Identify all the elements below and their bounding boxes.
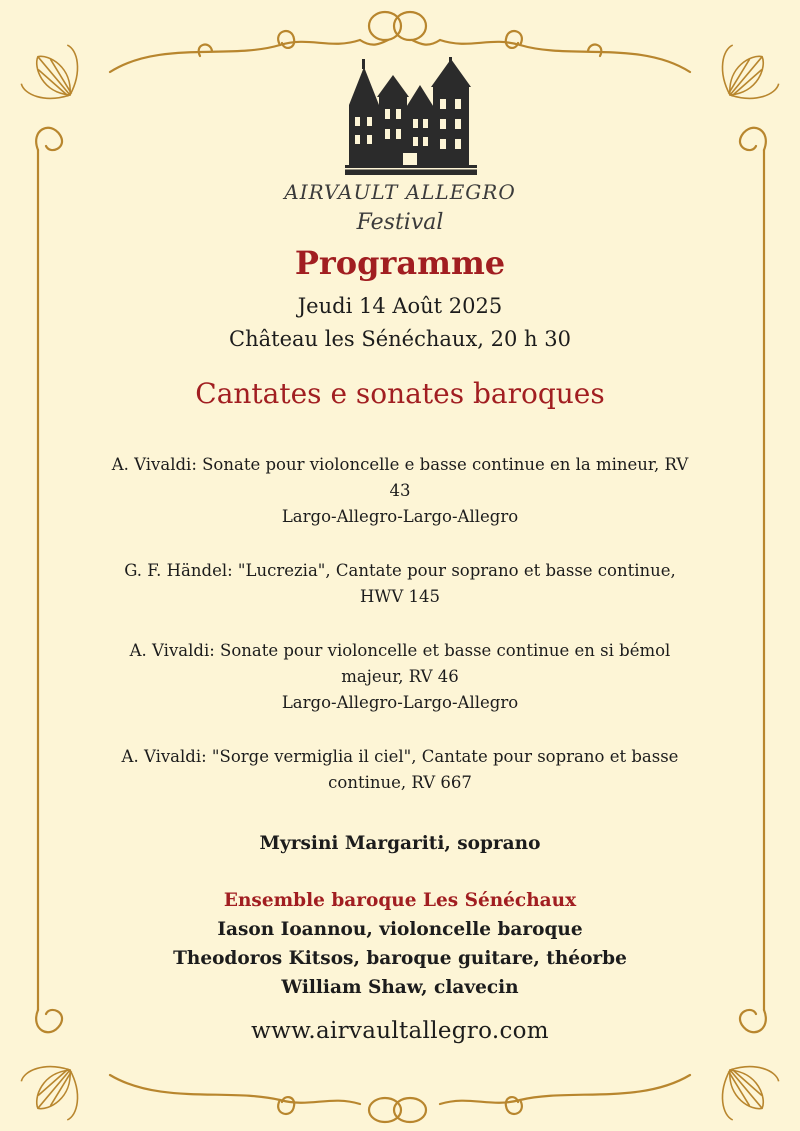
work-title: A. Vivaldi: Sonate pour violoncelle et basse continue en si bémol majeur, RV 46 bbox=[129, 641, 671, 686]
work-item bbox=[110, 558, 690, 610]
work-item bbox=[110, 744, 690, 796]
works-list bbox=[110, 452, 690, 824]
festival-name: AIRVAULT ALLEGRO bbox=[284, 180, 516, 204]
concert-venue: Château les Sénéchaux, 20 h 30 bbox=[229, 327, 571, 351]
ensemble-name: Ensemble baroque Les Sénéchaux bbox=[223, 890, 577, 911]
work-movements: Largo-Allegro-Largo-Allegro bbox=[281, 693, 519, 712]
work-title: A. Vivaldi: "Sorge vermiglia il ciel", Cantate pour soprano et basse continue, RV 667 bbox=[121, 747, 679, 792]
work-title: A. Vivaldi: Sonate pour violoncelle e basse continue en la mineur, RV 43 bbox=[111, 455, 689, 500]
performers bbox=[0, 829, 800, 1002]
festival-subtitle: Festival bbox=[356, 210, 444, 235]
concert-title: Cantates e sonates baroques bbox=[195, 377, 605, 410]
work-item bbox=[110, 452, 690, 530]
work-item bbox=[110, 638, 690, 716]
page-title: Programme bbox=[294, 244, 506, 282]
soloist: Myrsini Margariti, soprano bbox=[259, 833, 541, 854]
castle-logo-icon bbox=[345, 57, 477, 175]
website-link[interactable]: www.airvaultallegro.com bbox=[251, 1018, 549, 1044]
work-title: G. F. Händel: "Lucrezia", Cantate pour soprano et basse continue, HWV 145 bbox=[124, 561, 676, 606]
ensemble-member: Theodoros Kitsos, baroque guitare, théorbe bbox=[173, 948, 627, 969]
concert-date: Jeudi 14 Août 2025 bbox=[297, 294, 503, 318]
ensemble-member: William Shaw, clavecin bbox=[281, 977, 519, 998]
ensemble-member: Iason Ioannou, violoncelle baroque bbox=[217, 919, 583, 940]
work-movements: Largo-Allegro-Largo-Allegro bbox=[281, 507, 519, 526]
